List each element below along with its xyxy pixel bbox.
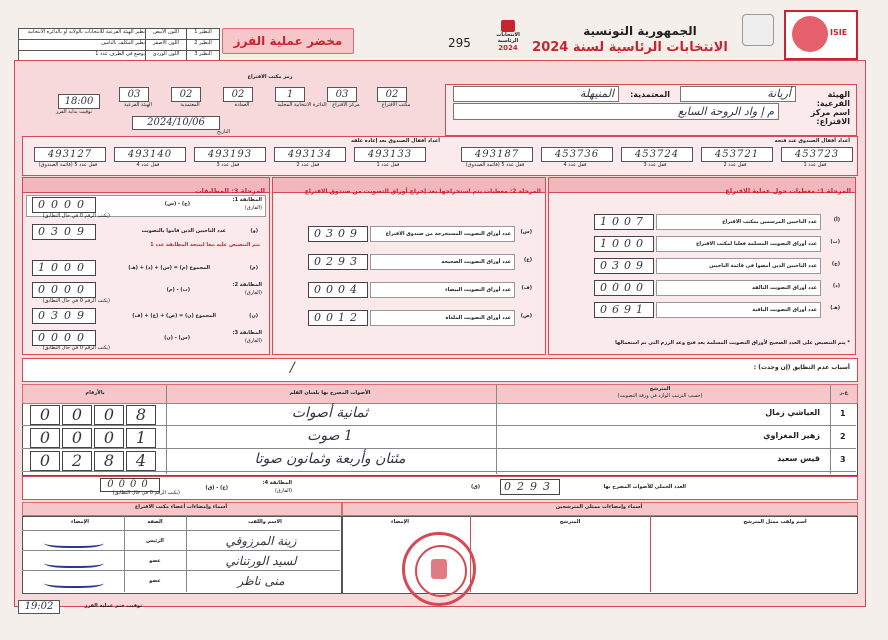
stage2-header [272,177,546,193]
code-box [326,82,366,108]
col-sign: الإمضاء [71,519,89,525]
stage2-code: (ع) [524,257,532,263]
seal-value: 493133 [354,147,426,162]
sum-m-value: 1000 [32,260,96,276]
seal-value: 493127 [34,147,106,162]
stage2-code: (ص) [520,313,532,319]
stage2-title: المرحلة 2: معطيات يتم استخراجها بعد إخراج أوراق التصويت من صندوق الاقتراع [304,188,541,195]
mandatory-label: يتم التنصيص عليه تبعا لنتيجة المطابقة عدد 1 [150,242,260,248]
code-label: الهيئة الفرعية [124,102,152,108]
totals-value: 0293 [500,479,560,495]
code-value: 02 [223,87,253,102]
match1-label: المطابقة 1: [232,197,262,203]
stage2-value: 0004 [308,282,368,298]
logo-text-2: الرئاسية [497,38,519,44]
voted-code: (و) [250,228,258,234]
stage1-value: 0000 [594,280,654,296]
form-number: 295 [448,36,471,50]
code-box [170,82,210,108]
seal-value: 493140 [114,147,186,162]
code-value: 03 [119,87,149,102]
seal-label: قفل عدد 3 [643,162,667,168]
logo-year: 2024 [498,44,518,52]
code-label: مكتب الاقتراع [381,102,411,108]
agents-col-sign: الإمضاء [391,519,409,525]
col-role: الصفة [147,519,163,525]
end-time-label: توقيت ختم عملية الفرز [84,603,142,609]
seals-opened-label: أعداد أقفال الصندوق عند فتحه [774,138,850,144]
candidate-no: 1 [840,409,846,418]
match1-value: 0000 [32,197,96,213]
voted-value: 0309 [32,224,96,240]
code-title: رمز مكتب الاقتراع [247,74,293,80]
stage2-value: 0309 [308,226,368,242]
stage1-code: (د) [832,283,840,289]
key-color: اللون الوردي [145,51,186,61]
seals-opened-row [455,147,855,173]
member-role: عضو [149,558,161,564]
stage1-value: 1000 [594,236,654,252]
row-divider [22,550,340,551]
seal-label: قفل عدد 2 [723,162,747,168]
code-label: مركز الاقتراع [332,102,360,108]
stage1-title: المرحلة 1: معطيات حول عملية الاقتراع [725,187,851,195]
col-no: ع.ر [839,390,849,396]
candidate-no: 3 [840,455,846,464]
candidate-words: 1 صوت [307,428,353,444]
member-role: الرئيس [146,538,164,544]
col-divider [830,384,831,474]
stage1-code: (ب) [830,239,840,245]
stage1-label: عدد أوراق التصويت التالفة [656,280,821,296]
row-divider [22,425,856,426]
sum-n-code: (ن) [249,313,258,319]
code-box [376,82,416,108]
seal-value: 493134 [274,147,346,162]
code-value: 02 [171,87,201,102]
member-name: منى ناظر [237,574,285,588]
code-label: العمادة [234,102,250,108]
sum-n-value: 0309 [32,308,96,324]
stage1-code: (أ) [833,217,840,223]
match1-sub: (الفارق) [244,205,262,211]
match4-sub: (الفارق) [274,488,292,494]
code-value: 03 [327,87,357,102]
col-divider [186,516,187,592]
copies-key-table [18,28,220,62]
match2-value: 0000 [32,282,96,298]
match3-hint: (يكتب الرقم 0 في حال التطابق) [42,345,110,351]
code-label: الدائرة الانتخابية المحلية [277,102,327,108]
key-text: يوضع في الظرف عدد 1 [95,51,145,57]
sub-body-value: أريانة [680,86,796,102]
signature-icon [44,576,104,588]
stage1-label: عدد أوراق التصويت المسلمة فعليا لمكتب الاقتراع [656,236,821,252]
col-name-sub: (حسب الترتيب الوارد في ورقة التصويت) [617,393,703,399]
seal-value: 453723 [781,147,853,162]
seal-label: قفل عدد 2 [296,162,320,168]
sum-n-label: المجموع (ن) = (ص) + (ع) + (ف) [132,313,216,319]
key-no: النظير 1 [186,29,219,39]
seal-label: قفل عدد 1 [803,162,827,168]
agents-title: أسماء وإمضاءات ممثلي المترشحين [555,504,643,510]
seal-value: 453724 [621,147,693,162]
code-value: 02 [377,87,407,102]
col-words: الأصوات المصرح بها بلسان القلم [289,390,371,396]
match4-hint: (يكتب الرقم 0 في حال التطابق) [112,490,180,496]
seals-used-label: أعداد أقفال الصندوق بعد إعادة غلقه [350,138,440,144]
col-digits: بالأرقام [85,390,105,396]
key-row [19,40,219,51]
member-name: لسيد الورتناني [225,554,297,568]
candidate-words: مئتان وأربعة وثمانون صوتا [254,451,406,467]
member-name: زينة المرزوقي [225,534,297,548]
candidate-name: زهير المغزاوي [763,431,820,440]
delegation-value: المنيهلة [453,86,619,102]
stage2-label: عدد أوراق التصويت الصحيحة [370,254,515,270]
match3-value: 0000 [32,330,96,346]
date-label: التاريخ [217,129,230,135]
sub-body-label: الهيئة الفرعية: [816,90,850,108]
stage2-label: عدد أوراق التصويت المستخرجة من صندوق الاقتراع [370,226,515,242]
row-divider [22,448,856,449]
stage2-value: 0293 [308,254,368,270]
totals-code: (ق) [470,484,480,490]
stage2-code: (س) [520,229,532,235]
match3-formula: (س) - (ن) [164,335,190,341]
seal-value: 493187 [461,147,533,162]
stamp-icon [792,16,828,52]
row-divider [22,570,340,571]
stage2-label: عدد أوراق التصويت البيضاء [370,282,515,298]
seal-value: 453736 [541,147,613,162]
stage1-label: عدد الناخبين المرسمين بمكتب الاقتراع [656,214,821,230]
page-title: الانتخابات الرئاسية لسنة 2024 [532,40,728,55]
key-color: اللون الأصفر [145,40,186,50]
candidate-digit: 0 [94,405,124,425]
code-label: المعتمدية [180,102,200,108]
code-box [118,82,158,108]
stage1-label: عدد أوراق التصويت الباقية [656,302,821,318]
candidate-digit: 0 [62,428,92,448]
col-divider [496,384,497,474]
totals-label: العدد الجملي للأصوات المصرح بها [603,484,686,490]
candidate-digit: 8 [126,405,156,425]
key-no: النظير 3 [186,51,219,61]
document-badge: مخضر عملية الفرز [222,28,354,54]
signature-icon [44,536,104,548]
stage3-header [22,177,270,193]
key-text: نظير الهيئة الفرعية للانتخابات بالولاية أو بالدائرة الانتخابية [27,29,145,35]
center-value: م إ واد الروحة السابع [453,103,779,120]
stage1-note: * يتم التنصيص على العدد الصحيح لأوراق التصويت المسلمة بعد فتح وعد الرزم التي تم استعمالها [615,340,850,346]
key-color: اللون الأبيض [145,29,186,39]
candidate-name: العياشي زمال [765,408,820,417]
isie-label: ISIE [830,28,848,37]
match3-label: المطابقة 3: [232,330,262,336]
start-time-label: توقيت بداية الفرز [55,109,93,115]
candidate-digit: 0 [94,428,124,448]
match2-hint: (يكتب الرقم 0 في حال التطابق) [42,298,110,304]
signature-icon [44,556,104,568]
stage2-code: (ف) [521,285,532,291]
seal-label: قفل عدد 5 (قائمة الصندوق) [465,162,525,168]
seals-used-row [28,147,438,173]
end-time-value: 19:02 [18,600,60,614]
code-boxes [118,82,418,110]
code-value: 1 [275,87,305,102]
candidate-words: ثمانية أصوات [291,405,369,421]
sum-m-label: المجموع (م) = (س) + (د) + (هـ) [128,265,210,271]
agents-col-candidate: المترشح [559,519,581,525]
date-value: 2024/10/06 [132,116,220,130]
match2-formula: (ب) - (م) [166,287,190,293]
candidate-digit: 1 [126,428,156,448]
candidate-digit: 0 [30,405,60,425]
match4-label: المطابقة 4: [262,480,292,486]
stage1-header [548,177,856,193]
key-text: نظير المكلف بالتأمين [101,40,145,46]
seal-label: قفل عدد 4 [563,162,587,168]
delegation-label: المعتمدية: [630,90,670,99]
row-divider [22,471,856,472]
sum-m-code: (م) [249,265,258,271]
match4-value: 0000 [100,478,160,492]
col-name: المترشح [649,386,671,392]
mismatch-label: أسباب عدم التطابق (إن وجدت) : [753,364,850,371]
agents-col-name: اسم ولقب ممثل المترشح [743,519,807,525]
stage1-value: 1007 [594,214,654,230]
candidate-digit: 4 [126,451,156,471]
col-divider [124,516,125,592]
logo-text-1: الانتخابات [496,32,520,38]
stage1-code: (ج) [831,261,840,267]
stage2-label: عدد أوراق التصويت الملغاة [370,310,515,326]
official-stamp-icon [402,532,476,606]
isie-logo [784,10,858,60]
match3-sub: (الفارق) [244,338,262,344]
seal-label: قفل عدد 4 [136,162,160,168]
candidate-digit: 8 [94,451,124,471]
key-row [19,29,219,40]
stage1-value: 0691 [594,302,654,318]
row-divider [22,530,340,531]
stage3-title: المرحلة 3: المطابقات [195,187,265,195]
candidate-digit: 0 [62,405,92,425]
voted-label: عدد الناخبين الذين قاموا بالتصويت [141,228,226,234]
stage2-value: 0012 [308,310,368,326]
seal-label: قفل عدد 5 (قائمة الصندوق) [38,162,98,168]
match2-sub: (الفارق) [244,290,262,296]
col-divider [166,384,167,474]
seal-label: قفل عدد 1 [376,162,400,168]
candidate-digit: 2 [62,451,92,471]
mismatch-value: / [290,360,295,376]
col-fullname: الاسم واللقب [248,519,282,525]
member-role: عضو [149,578,161,584]
code-box [222,82,262,108]
seal-label: قفل عدد 3 [216,162,240,168]
ballot-box-icon [501,20,515,32]
match4-formula: (ع) - (ق) [205,485,228,491]
candidate-digit: 0 [30,428,60,448]
country-title: الجمهورية التونسية [583,24,697,38]
stage1-value: 0309 [594,258,654,274]
seal-value: 493193 [194,147,266,162]
center-label: اسم مركز الاقتراع: [810,108,850,126]
office-members-title: أسماء وإمضاءات أعضاء مكتب الاقتراع [134,504,228,510]
code-box [274,82,330,108]
election-logo [488,20,528,52]
candidate-digit: 0 [30,451,60,471]
stage1-code: (هـ) [830,305,840,311]
match2-label: المطابقة 2: [232,282,262,288]
match1-hint: (يكتب الرقم 0 في حال التطابق) [42,213,110,219]
start-time-value: 18:00 [58,94,100,109]
candidate-name: قيس سعيد [777,454,820,463]
match1-formula: (ج) - (س) [164,201,190,207]
header [0,0,888,60]
key-no: النظير 2 [186,40,219,50]
stage1-label: عدد الناخبين الذين أمضوا في قائمة الناخبين [656,258,821,274]
emblem-icon [742,14,774,52]
seal-value: 453721 [701,147,773,162]
candidate-no: 2 [840,432,846,441]
